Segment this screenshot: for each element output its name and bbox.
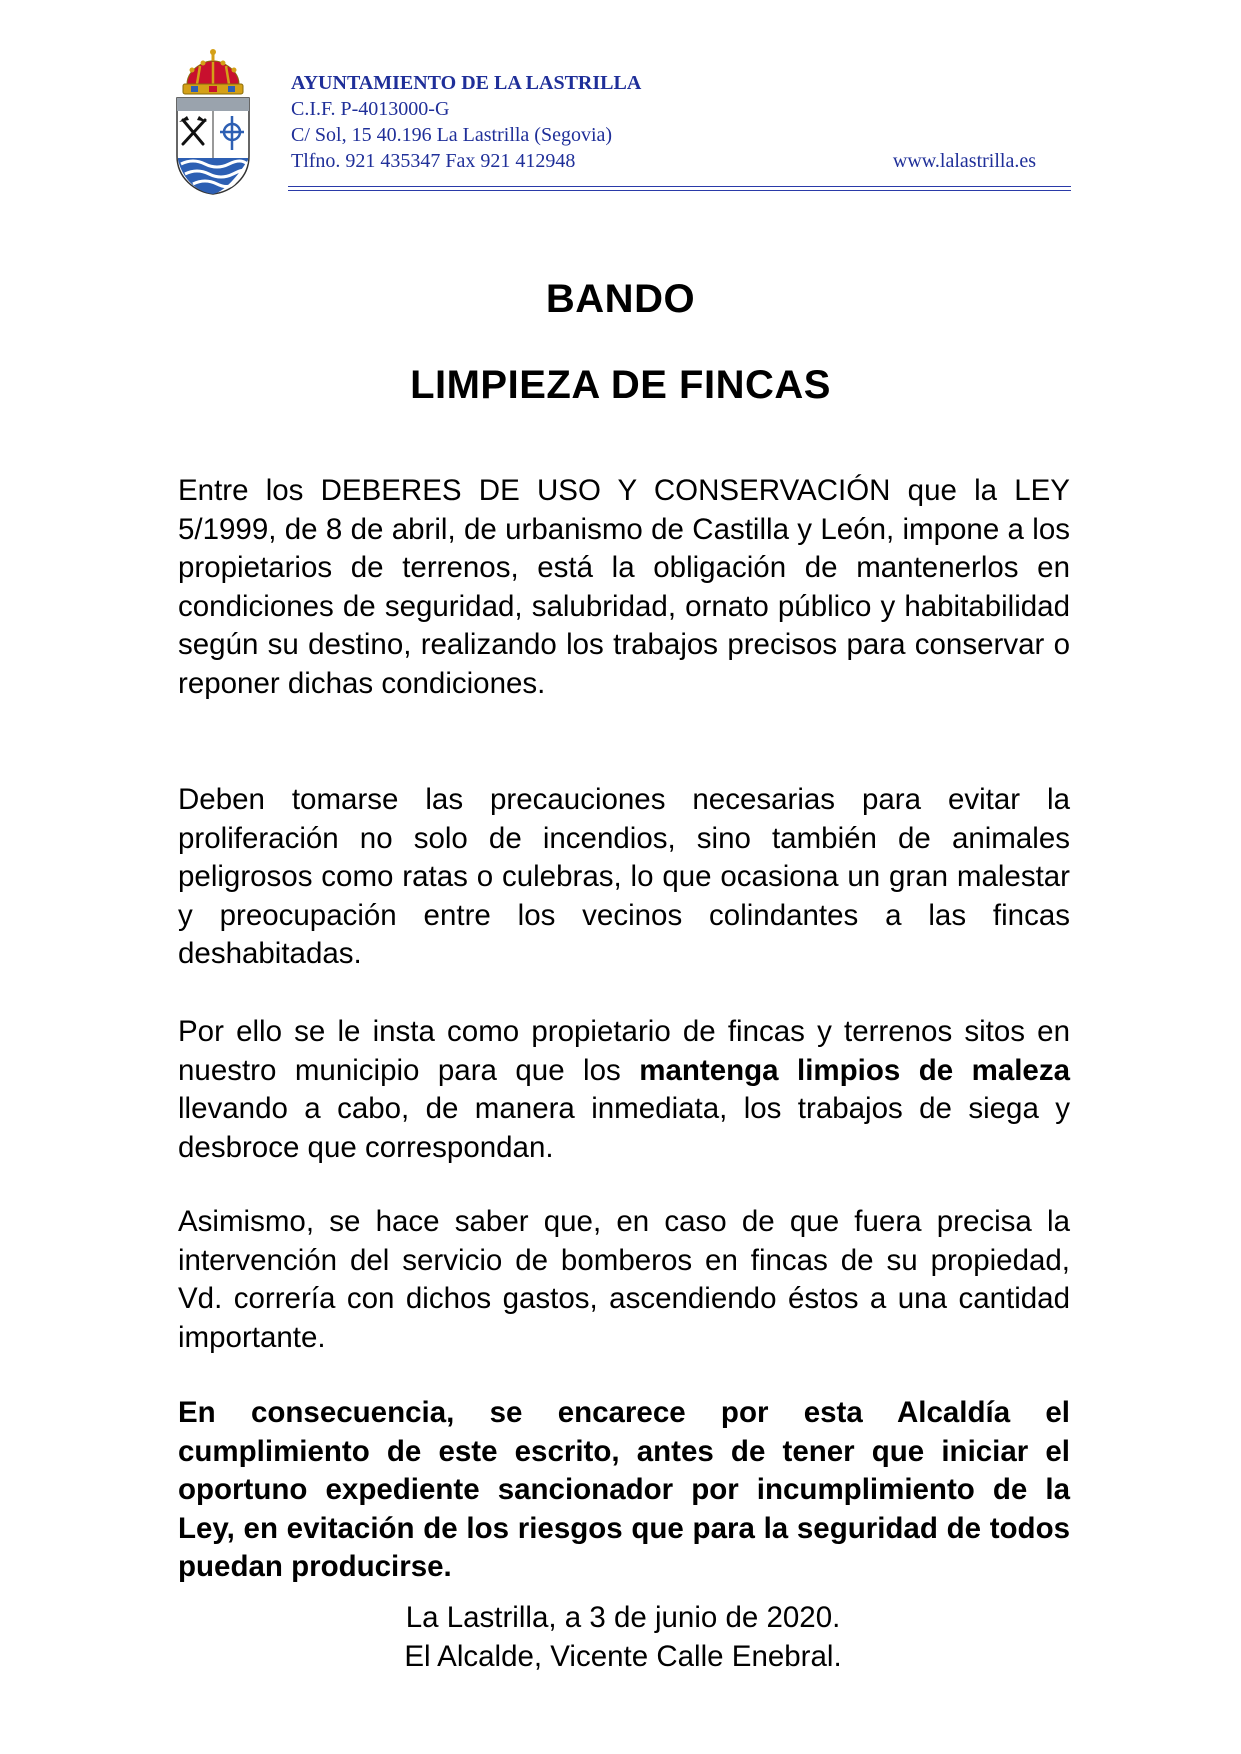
- date-line: La Lastrilla, a 3 de junio de 2020.: [405, 1601, 841, 1634]
- paragraph-precautions: Deben tomarse las precauciones necesarias para evitar la proliferación no solo de incendios, sino también de animales peligrosos como ratas o culebras, lo que ocasiona un gran malestar y preocupación entre los vecinos colindantes a las fincas deshabitadas.: [178, 783, 1070, 970]
- crown-icon: [183, 49, 243, 94]
- letterhead: [291, 70, 1071, 174]
- cif-line: C.I.F. P-4013000-G: [291, 98, 450, 120]
- paragraph-text: llevando a cabo, de manera inmediata, los trabajos de siega y desbroce que correspondan.: [178, 1092, 1070, 1164]
- paragraph-request: [178, 1013, 1070, 1167]
- letterhead-divider: [288, 190, 1071, 191]
- paragraph-text: Por ello se le insta como propietario de fincas y terrenos sitos en nuestro municipio para que los: [178, 1015, 1070, 1087]
- document-title: BANDO: [545, 277, 696, 321]
- organization-name: AYUNTAMIENTO DE LA LASTRILLA: [291, 72, 642, 94]
- document-subtitle: LIMPIEZA DE FINCAS: [410, 363, 831, 407]
- emphasis-text: mantenga limpios de maleza: [639, 1053, 1070, 1087]
- signature-line: El Alcalde, Vicente Calle Enebral.: [404, 1640, 842, 1673]
- address-line: C/ Sol, 15 40.196 La Lastrilla (Segovia): [291, 124, 613, 146]
- shield-icon: [177, 98, 249, 194]
- paragraph-warning: En consecuencia, se encarece por esta Alcaldía el cumplimiento de este escrito, antes de tener que iniciar el oportuno expediente sancionador por incumplimiento de la Ley, en evitación de los riesgos que para la seguridad de todos puedan producirse.: [178, 1396, 1070, 1583]
- coat-of-arms-icon: [173, 48, 253, 196]
- paragraph-firefighters: Asimismo, se hace saber que, en caso de que fuera precisa la intervención del servicio de bomberos en fincas de su propiedad, Vd. correría con dichos gastos, ascendiendo éstos a una cantidad importante.: [178, 1205, 1070, 1354]
- letterhead-divider: [288, 186, 1071, 187]
- paragraph-duties: Entre los DEBERES DE USO Y CONSERVACIÓN que la LEY 5/1999, de 8 de abril, de urbanismo de Castilla y León, impone a los propietarios de terrenos, está la obligación de mantenerlos en condiciones de seguridad, salubridad, ornato público y habitabilidad según su destino, realizando los trabajos precisos para conservar o reponer dichas condiciones.: [178, 474, 1070, 700]
- phone-fax-line: Tlfno. 921 435347 Fax 921 412948: [291, 150, 576, 172]
- website-link[interactable]: www.lalastrilla.es: [892, 150, 1036, 172]
